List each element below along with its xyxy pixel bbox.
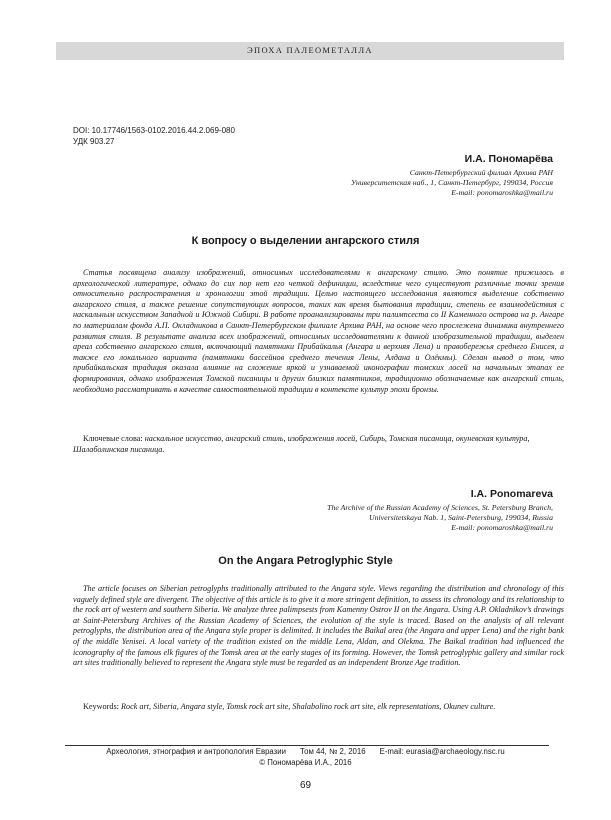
affiliation-en-line: The Archive of the Russian Academy of Sciences, St. Petersburg Branch, [327,503,553,512]
keywords-en [73,702,564,713]
article-identifiers [73,126,235,147]
email-en[interactable]: E-mail: ponomaroshka@mail.ru [451,523,553,532]
journal-footer [0,747,611,757]
title-en: On the Angara Petroglyphic Style [218,555,393,567]
keywords-en-text: Rock art, Siberia, Angara style, Tomsk rock art site, Shalabolino rock art site, elk representations, Okunev culture. [120,702,496,711]
title-ru: К вопросу о выделении ангарского стиля [191,235,420,247]
journal-email[interactable]: E-mail: eurasia@archaeology.nsc.ru [379,747,505,756]
affiliation-en [327,503,553,533]
affiliation-ru-line: Университетская наб., 1, Санкт-Петербург, 199034, Россия [350,178,553,187]
page-number: 69 [299,780,312,791]
affiliation-en-line: Universitetskaya Nab. 1, Saint-Petersburg, 199034, Russia [368,513,553,522]
keywords-ru [73,434,564,455]
keywords-en-label: Keywords: [83,702,119,711]
section-title: ЭПОХА ПАЛЕОМЕТАЛЛА [247,45,373,55]
author-en: I.A. Ponomareva [470,488,553,500]
email-ru[interactable]: E-mail: ponomaroshka@mail.ru [451,188,553,197]
footer-divider [65,745,549,746]
abstract-ru: Статья посвящена анализу изображений, относимых исследователями к ангарскому стилю. Это понятие прижилось в археологической литературе, однако до сих пор нет его четкой дефиниции, вследствие чего существуют различные точки зрения относительно распространения и хронологии этой традиции. Целью настоящего исследования являются выделение собственно ангарского стиля, а также решение сопутствующих вопросов, таких как время бытования традиции, степень ее взаимодействия с наскальным искусством Западной и Южной Сибири. В работе проанализированы три палимпсеста со II Каменного острова на р. Ангаре по материалам фонда А.П. Окладникова в Санкт-Петербургском филиале Архива РАН, на основе чего прослежена динамика внутреннего развития стиля. В результате анализа всех изображений, относимых исследователями к данной изобразительной традиции, выделен ареал собственно ангарского стиля, включающий памятники Прибайкалья (Ангара и верхняя Лена) и правобережья среднего Енисея, а также его локального варианта (памятники бассейнов среднего течения Лены, Алдана и Олёкмы). Сделан вывод о том, что прибайкальская традиция оказала влияние на сложение яркой и узнаваемой иконографии томских лосей на начальных этапах ее формирования, однако изображения Томской писаницы и других близких памятников, традиционно обозначаемые как ангарский стиль, необходимо рассматривать в качестве самостоятельной традиции в контексте культур эпохи бронзы. [73,268,564,394]
journal-volume: Том 44, № 2, 2016 [299,747,366,756]
keywords-ru-text: наскальное искусство, ангарский стиль, изображения лосей, Сибирь, Томская писаница, окуневская культура, Шалаболинская писаница. [73,434,530,454]
abstract-en: The article focuses on Siberian petroglyphs traditionally attributed to the Angara style. Views regarding the distribution and chronology of this vaguely defined style are divergent. The objective of this article is to give it a more stringent definition, to assess its chronology and its relationship to the rock art of western and southern Siberia. We analyze three palimpsests from Kamenny Ostrov II on the Angara. Using A.P. Okladnikov’s drawings at Saint-Petersburg Archives of the Russian Academy of Sciences, the evolution of the style is traced. Based on the analysis of all relevant petroglyphs, the distribution area of the Angara style proper is delimited. It includes the Baikal area (the Angara and upper Lena) and the right bank of the middle Yenisei. A local variety of the tradition existed on the middle Lena, Aldan, and Olekma. The Baikal tradition had influenced the iconography of the famous elk figures of the Tomsk area at the early stages of its forming. However, the Tomsk petroglyphic gallery and similar rock art sites traditionally believed to represent the Angara style must be regarded as an independent Bronze Age tradition. [73,584,564,668]
keywords-ru-label: Ключевые слова: [83,434,143,443]
section-header-bar [56,42,564,60]
doi[interactable]: DOI: 10.17746/1563-0102.2016.44.2.069-080 [73,126,235,135]
journal-name: Археология, этнография и антропология Евразии [106,747,286,756]
udk: УДК 903.27 [73,136,115,146]
affiliation-ru-line: Санкт-Петербургский филиал Архива РАН [409,168,553,177]
affiliation-ru [351,168,553,198]
copyright: © Пономарёва И.А., 2016 [259,758,352,767]
author-ru: И.А. Пономарёва [464,153,553,165]
